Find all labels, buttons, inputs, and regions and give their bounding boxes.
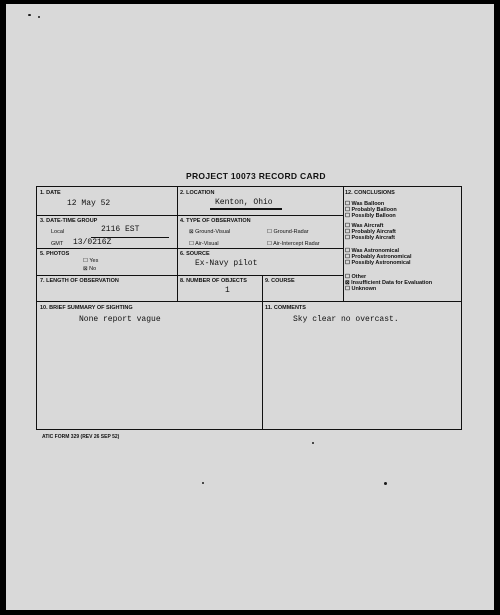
column-divider bbox=[177, 187, 178, 301]
conclusion-item bbox=[345, 235, 395, 241]
checked-box-icon: ⊠ bbox=[345, 280, 352, 286]
local-time-label: Local bbox=[51, 229, 65, 235]
photos-yes bbox=[83, 258, 98, 264]
option-label: Air-Visual bbox=[195, 241, 219, 247]
comments-label: 11. COMMENTS bbox=[265, 305, 306, 311]
column-divider bbox=[262, 275, 263, 429]
conclusion-label: Was Aircraft bbox=[351, 223, 384, 229]
option-label: Ground-Radar bbox=[273, 229, 309, 235]
conclusion-item bbox=[345, 213, 396, 219]
option-ground-radar bbox=[267, 229, 309, 235]
option-label: Ground-Visual bbox=[195, 229, 231, 235]
location-underline bbox=[210, 208, 282, 210]
conclusion-label: Possibly Aircraft bbox=[351, 235, 395, 241]
date-value: 12 May 52 bbox=[67, 199, 111, 208]
date-time-group-label: 3. DATE-TIME GROUP bbox=[40, 218, 98, 224]
number-of-objects-label: 8. NUMBER OF OBJECTS bbox=[180, 278, 247, 284]
photos-no bbox=[83, 266, 96, 272]
checked-box-icon: ⊠ bbox=[83, 266, 88, 272]
conclusion-label: Possibly Balloon bbox=[351, 213, 396, 219]
row-divider bbox=[37, 248, 343, 249]
row-divider bbox=[37, 301, 461, 302]
checkbox-icon: ☐ bbox=[267, 229, 272, 235]
checkbox-icon: ☐ bbox=[345, 235, 352, 241]
course-label: 9. COURSE bbox=[265, 278, 295, 284]
conclusion-label: Insufficient Data for Evaluation bbox=[351, 280, 433, 286]
checkbox-icon: ☐ bbox=[267, 241, 272, 247]
dust-speck bbox=[384, 482, 387, 485]
row-divider bbox=[37, 275, 343, 276]
dust-speck bbox=[312, 442, 314, 444]
option-air-intercept-radar bbox=[267, 241, 320, 247]
checkbox-icon: ☐ bbox=[345, 274, 352, 280]
row-divider bbox=[37, 215, 343, 216]
number-of-objects-value: 1 bbox=[225, 286, 230, 295]
form-number: ATIC FORM 329 (REV 26 SEP 52) bbox=[42, 434, 120, 440]
conclusions-label: 12. CONCLUSIONS bbox=[345, 190, 395, 196]
checked-box-icon: ⊠ bbox=[189, 229, 194, 235]
conclusion-label: Probably Astronomical bbox=[351, 254, 412, 260]
conclusion-label: Was Balloon bbox=[351, 201, 385, 207]
column-divider bbox=[343, 187, 344, 301]
option-label: Air-Intercept Radar bbox=[273, 241, 320, 247]
checkbox-icon: ☐ bbox=[345, 213, 352, 219]
conclusion-item bbox=[345, 286, 376, 292]
checkbox-icon: ☐ bbox=[345, 229, 352, 235]
location-value: Kenton, Ohio bbox=[215, 198, 273, 207]
local-time-value: 2116 EST bbox=[101, 225, 140, 234]
checkbox-icon: ☐ bbox=[83, 258, 88, 264]
dust-speck bbox=[28, 14, 31, 16]
option-air-visual bbox=[189, 241, 219, 247]
checkbox-icon: ☐ bbox=[345, 201, 352, 207]
brief-summary-label: 10. BRIEF SUMMARY OF SIGHTING bbox=[40, 305, 133, 311]
conclusion-item bbox=[345, 260, 411, 266]
option-ground-visual bbox=[189, 229, 230, 235]
comments-value: Sky clear no overcast. bbox=[293, 315, 399, 324]
checkbox-icon: ☐ bbox=[189, 241, 194, 247]
conclusion-label: Probably Balloon bbox=[351, 207, 397, 213]
yes-label: Yes bbox=[89, 258, 99, 264]
card-title: PROJECT 10073 RECORD CARD bbox=[186, 171, 326, 181]
checkbox-icon: ☐ bbox=[345, 260, 352, 266]
type-of-observation-label: 4. TYPE OF OBSERVATION bbox=[180, 218, 251, 224]
conclusion-label: Unknown bbox=[351, 286, 377, 292]
conclusion-label: Other bbox=[351, 274, 367, 280]
conclusion-label: Possibly Astronomical bbox=[351, 260, 411, 266]
brief-summary-value: None report vague bbox=[79, 315, 161, 324]
checkbox-icon: ☐ bbox=[345, 254, 352, 260]
no-label: No bbox=[89, 266, 97, 272]
dust-speck bbox=[38, 16, 40, 18]
checkbox-icon: ☐ bbox=[345, 286, 352, 292]
gmt-label: GMT bbox=[51, 241, 64, 247]
dust-speck bbox=[202, 482, 204, 484]
checkbox-icon: ☐ bbox=[345, 223, 352, 229]
source-value: Ex-Navy pilot bbox=[195, 259, 258, 268]
checkbox-icon: ☐ bbox=[345, 207, 352, 213]
location-label: 2. LOCATION bbox=[180, 190, 215, 196]
record-card bbox=[36, 186, 462, 430]
length-of-observation-label: 7. LENGTH OF OBSERVATION bbox=[40, 278, 119, 284]
checkbox-icon: ☐ bbox=[345, 248, 352, 254]
conclusion-label: Was Astronomical bbox=[351, 248, 400, 254]
gmt-value: 13/0216Z bbox=[73, 238, 112, 247]
photos-label: 5. PHOTOS bbox=[40, 251, 70, 257]
date-label: 1. DATE bbox=[40, 190, 61, 196]
source-label: 6. SOURCE bbox=[180, 251, 210, 257]
conclusion-label: Probably Aircraft bbox=[351, 229, 396, 235]
